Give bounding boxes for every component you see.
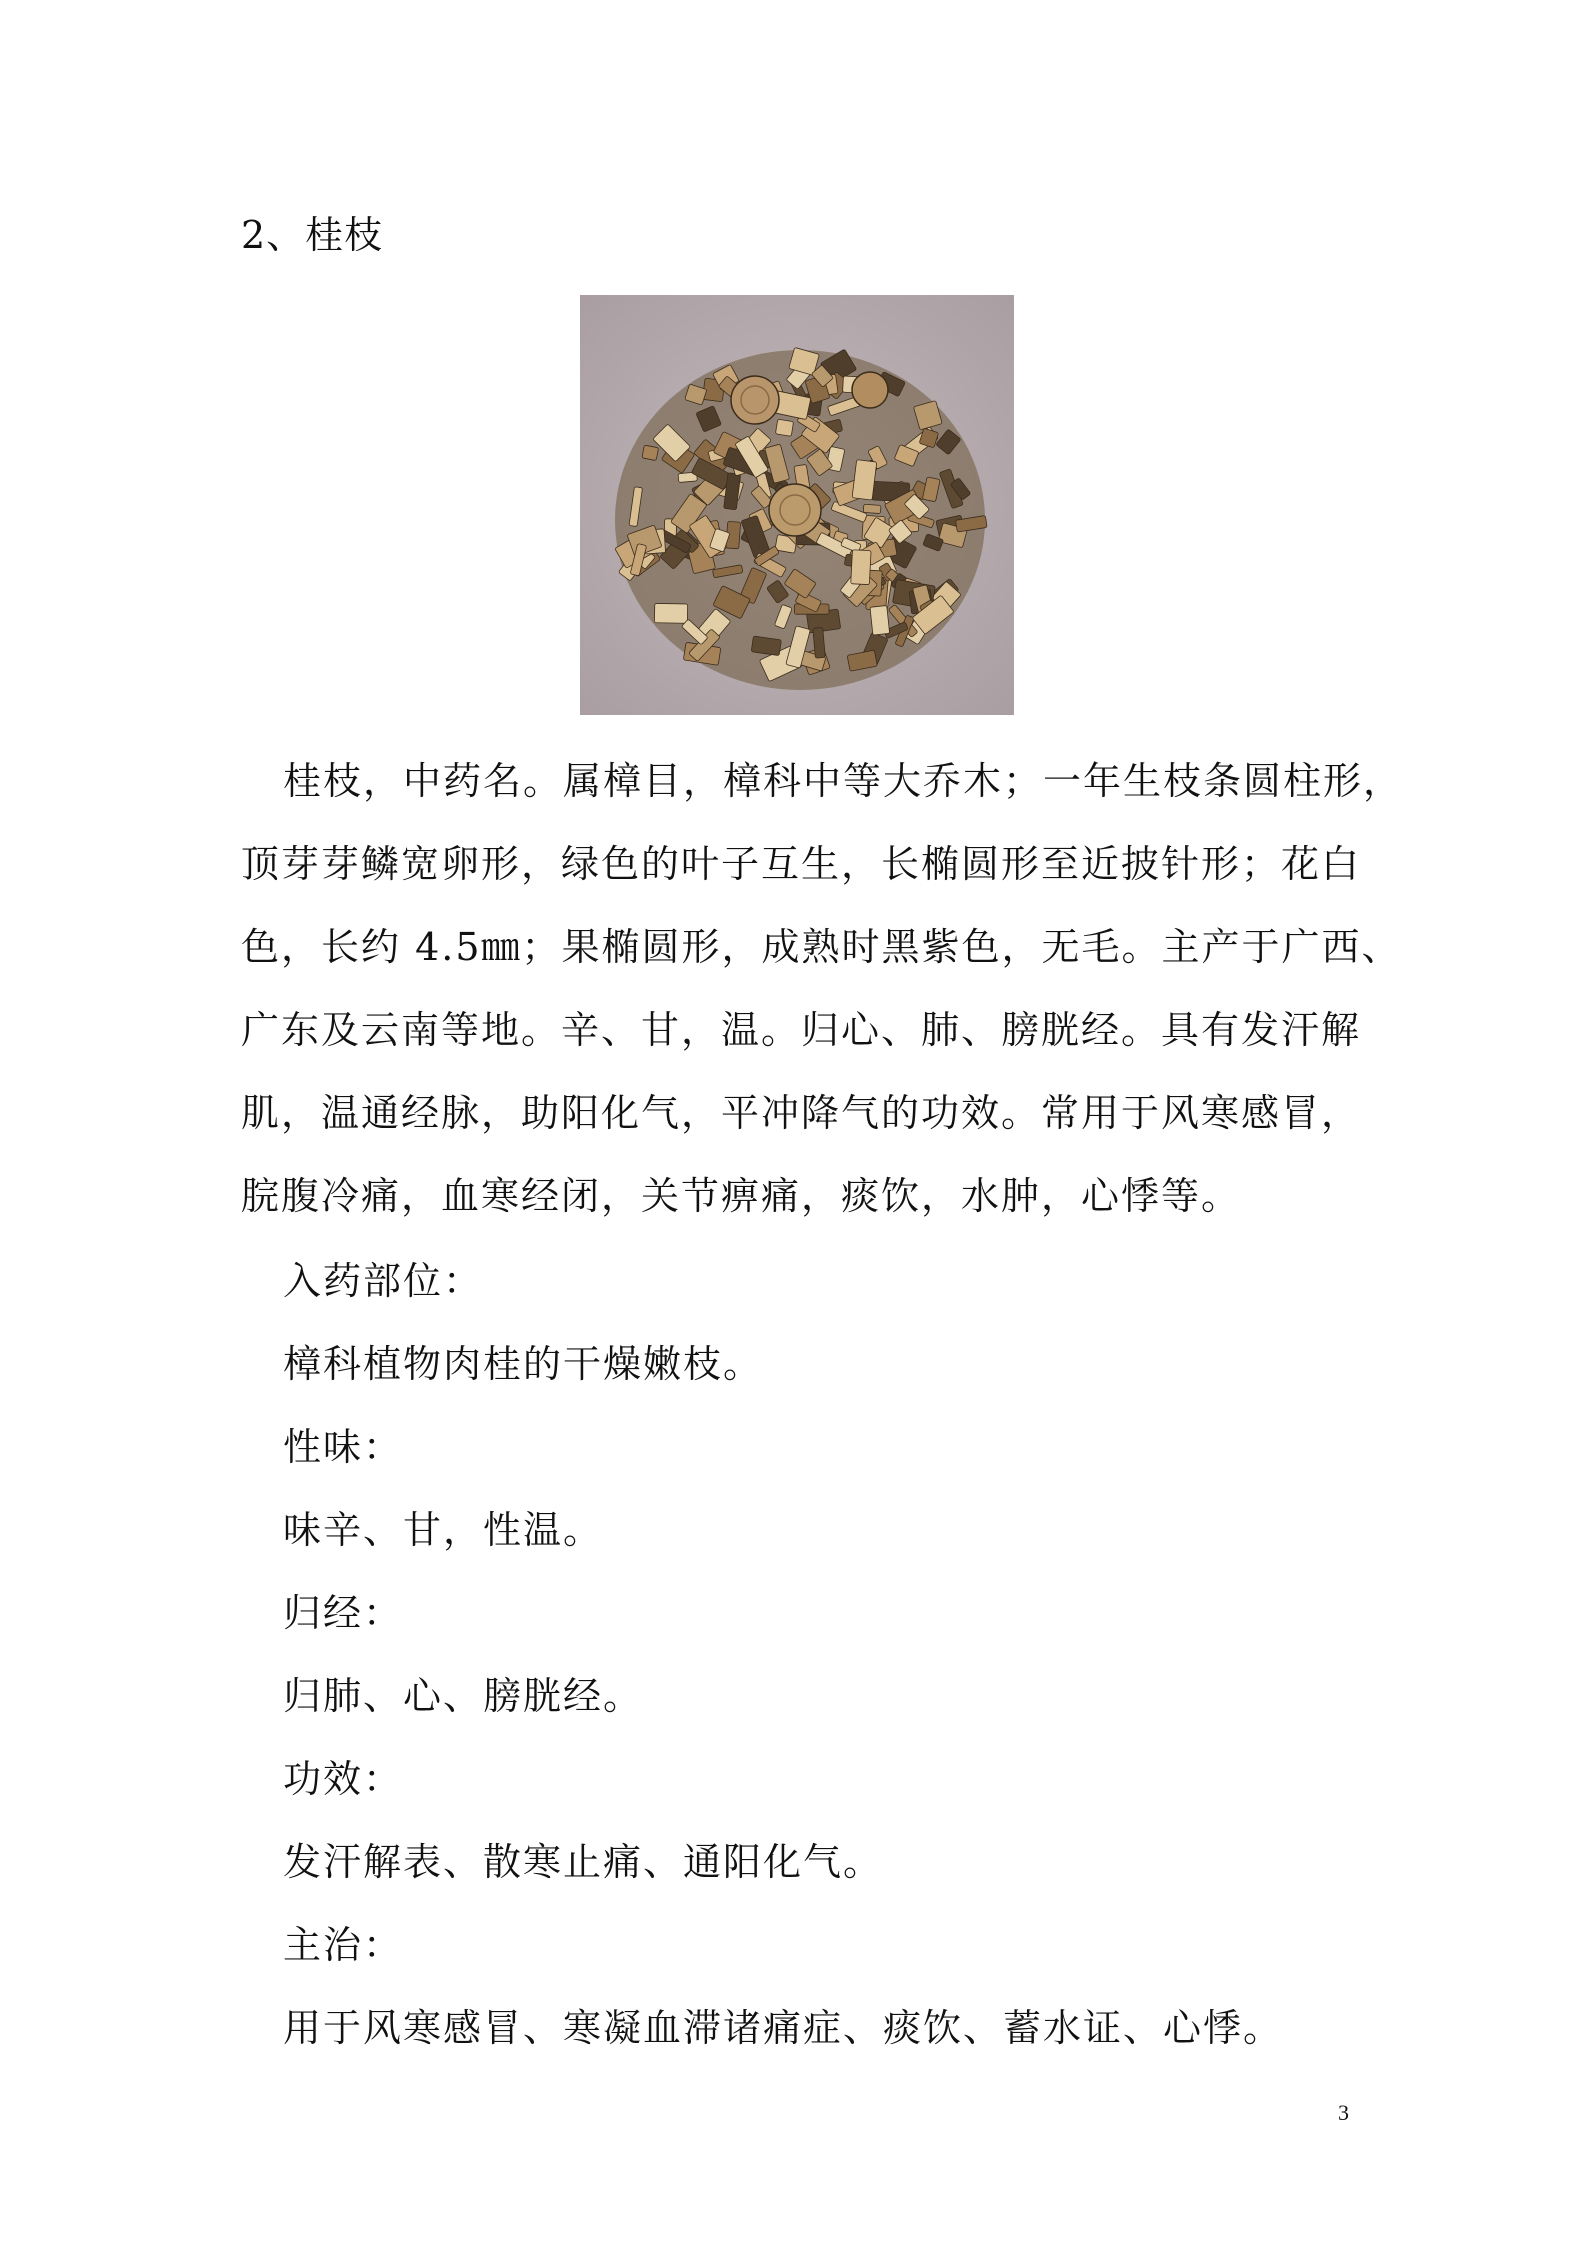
section-heading: 2、桂枝 [241, 213, 384, 257]
section-content-medicinal-part: 樟科植物肉桂的干燥嫩枝。 [283, 1342, 764, 1386]
wood-chip [813, 628, 825, 659]
description-line: 广东及云南等地。辛、甘，温。归心、肺、膀胱经。具有发汗解 [241, 1008, 1362, 1052]
wood-chip [751, 636, 781, 656]
section-content-indications: 用于风寒感冒、寒凝血滞诸痛症、痰饮、蓄水证、心悸。 [283, 2006, 1284, 2050]
description-line: 肌，温通经脉，助阳化气，平冲降气的功效。常用于风寒感冒， [241, 1091, 1362, 1135]
wood-chip [852, 460, 877, 500]
section-content-efficacy: 发汗解表、散寒止痛、通阳化气。 [283, 1840, 884, 1884]
section-label-efficacy: 功效： [283, 1757, 404, 1801]
section-content-meridian: 归肺、心、膀胱经。 [283, 1674, 644, 1718]
cinnamon-twig-photo [580, 295, 1014, 715]
description-line: 色，长约 4.5㎜；果椭圆形，成熟时黑紫色，无毛。主产于广西、 [241, 925, 1402, 969]
description-paragraph [241, 740, 1404, 1238]
cinnamon-twig-pieces-icon [580, 295, 1014, 715]
wood-chip [863, 504, 881, 513]
wood-chip [642, 445, 659, 461]
description-line: 顶芽芽鳞宽卵形，绿色的叶子互生，长椭圆形至近披针形；花白 [241, 842, 1362, 886]
section-label-medicinal-part: 入药部位： [283, 1259, 484, 1303]
section-label-meridian: 归经： [283, 1591, 404, 1635]
wood-chip [654, 603, 687, 623]
section-label-indications: 主治： [283, 1923, 404, 1967]
wood-chip [851, 550, 871, 585]
wood-chip [870, 605, 890, 635]
section-label-taste: 性味： [283, 1425, 404, 1469]
section-content-taste: 味辛、甘，性温。 [283, 1508, 604, 1552]
description-line: 脘腹冷痛，血寒经闭，关节痹痛，痰饮，水肿，心悸等。 [241, 1174, 1242, 1218]
description-line: 桂枝，中药名。属樟目，樟科中等大乔木；一年生枝条圆柱形， [283, 759, 1404, 803]
wood-chip [775, 419, 793, 436]
page-number: 3 [1338, 2100, 1349, 2125]
